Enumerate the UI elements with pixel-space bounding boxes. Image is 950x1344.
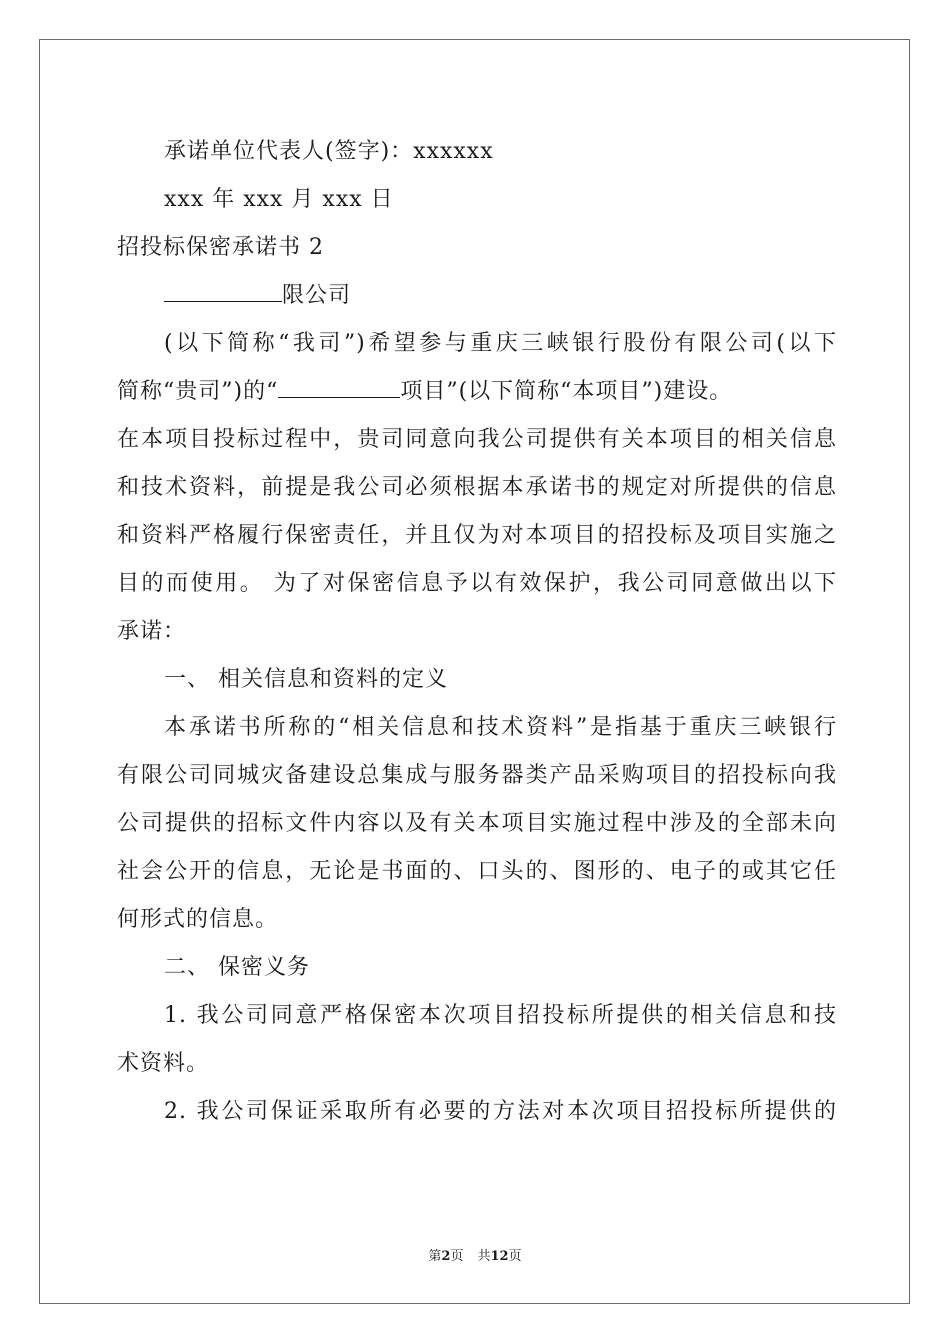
- list-item-2-line: 2. 我公司保证采取所有必要的方法对本次项目招投标所提供的: [164, 1099, 837, 1124]
- paragraph-line: 何形式的信息。: [117, 907, 279, 932]
- page-footer: [0, 1248, 950, 1266]
- section-heading-obligations: 二、 保密义务: [164, 955, 310, 980]
- paragraph-line-project: [117, 368, 837, 416]
- date-line: xxx 年 xxx 月 xxx 日: [164, 187, 394, 212]
- document-title: 招投标保密承诺书 2: [117, 235, 324, 260]
- project-prefix: 简称“贵司”)的“: [117, 379, 279, 404]
- page-prefix: 第: [428, 1249, 442, 1264]
- company-blank: [164, 275, 282, 302]
- paragraph-line: 目的而使用。 为了对保密信息予以有效保护，我公司同意做出以下: [117, 571, 837, 596]
- page-suffix: 页: [450, 1249, 464, 1264]
- list-item-1-line: 1. 我公司同意严格保密本次项目招投标所提供的相关信息和技: [164, 1003, 837, 1028]
- paragraph-line: 本承诺书所称的“相关信息和技术资料”是指基于重庆三峡银行: [164, 715, 837, 740]
- document-body: [117, 128, 837, 1136]
- paragraph-line: 社会公开的信息，无论是书面的、口头的、图形的、电子的或其它任: [117, 859, 837, 884]
- paragraph-line: 公司提供的招标文件内容以及有关本项目实施过程中涉及的全部未向: [117, 811, 837, 836]
- paragraph-line: 和资料严格履行保密责任，并且仅为对本项目的招投标及项目实施之: [117, 523, 837, 548]
- section-heading-definition: 一、 相关信息和资料的定义: [164, 667, 448, 692]
- company-line: [117, 272, 837, 320]
- paragraph-line: 在本项目投标过程中，贵司同意向我公司提供有关本项目的相关信息: [117, 427, 837, 452]
- page-number: 2: [441, 1249, 451, 1264]
- project-blank: [278, 371, 400, 398]
- list-item-1-line: 术资料。: [117, 1051, 210, 1076]
- paragraph-line: 和技术资料，前提是我公司必须根据本承诺书的规定对所提供的信息: [117, 475, 837, 500]
- signature-line: 承诺单位代表人(签字)：xxxxxx: [164, 139, 494, 164]
- total-suffix: 页: [508, 1249, 522, 1264]
- paragraph-line: (以下简称“我司”)希望参与重庆三峡银行股份有限公司(以下: [164, 331, 837, 356]
- paragraph-line: 有限公司同城灾备建设总集成与服务器类产品采购项目的招投标向我: [117, 763, 837, 788]
- total-prefix: 共: [477, 1249, 491, 1264]
- paragraph-line: 承诺：: [117, 619, 187, 644]
- total-pages: 12: [490, 1249, 509, 1264]
- company-suffix: 限公司: [282, 283, 352, 308]
- project-suffix: 项目”(以下简称“本项目”)建设。: [400, 379, 733, 404]
